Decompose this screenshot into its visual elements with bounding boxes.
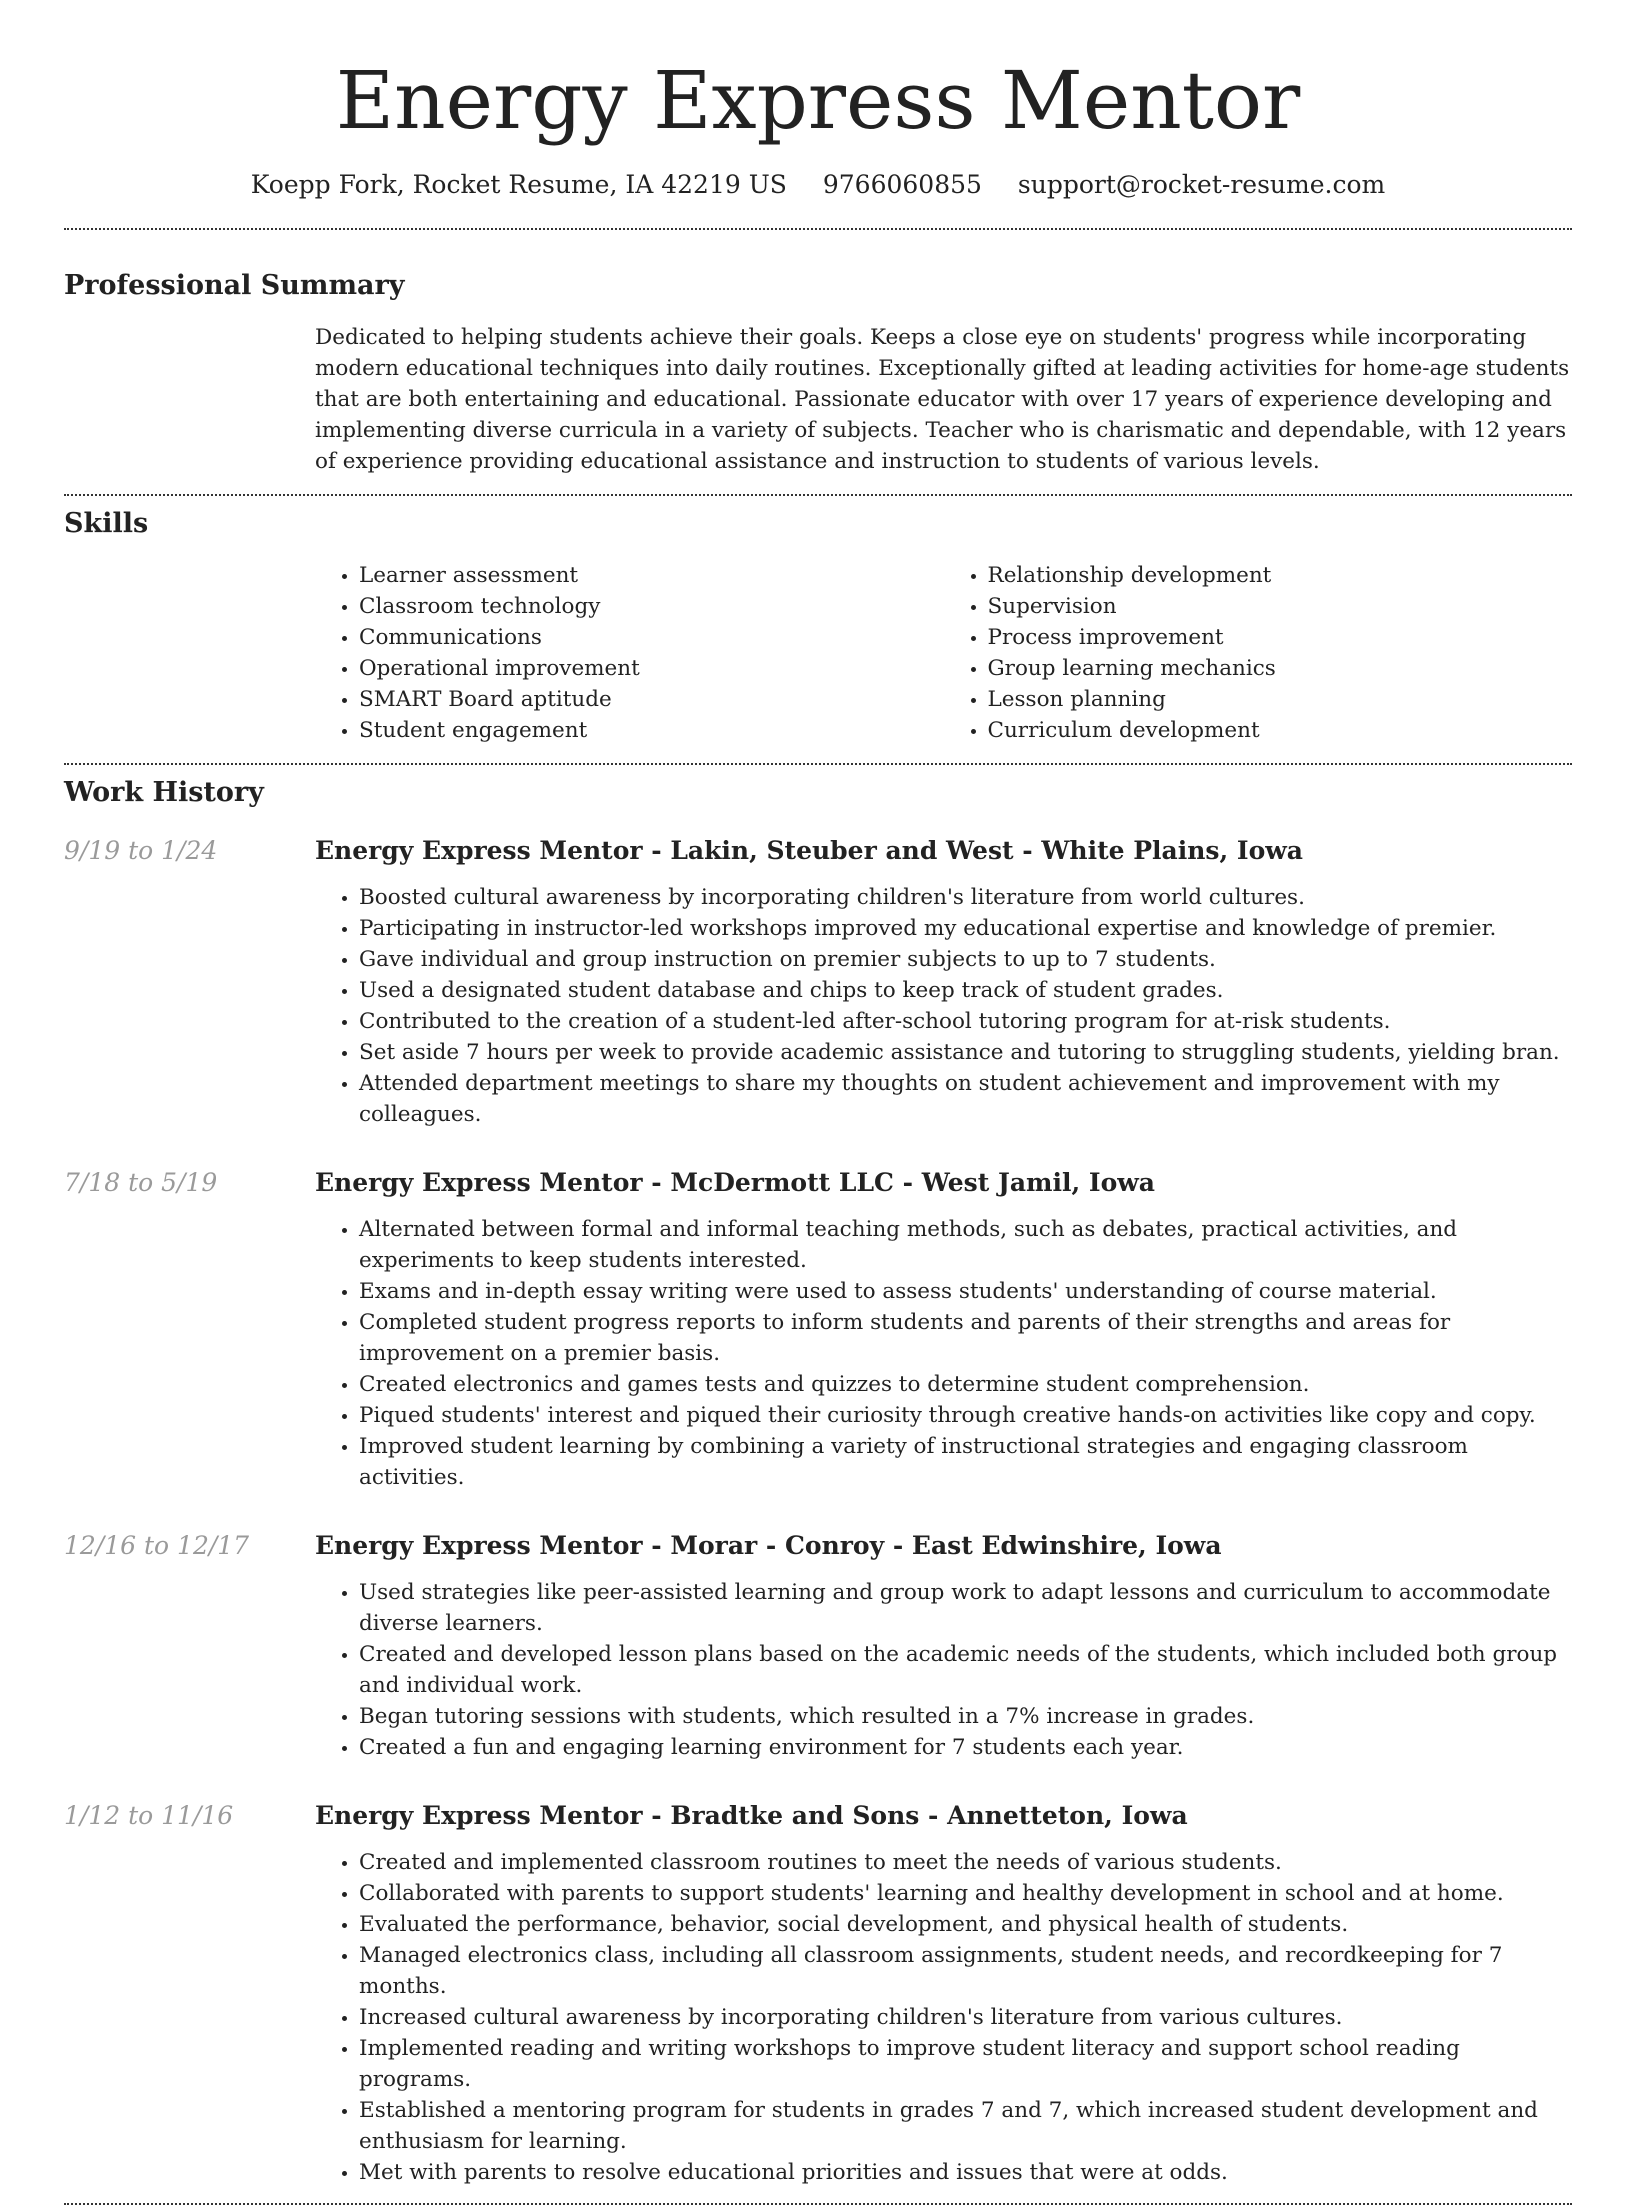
- skill-item: • Communications: [359, 622, 944, 653]
- summary-text: Dedicated to helping students achieve their goals. Keeps a close eye on students' progress while incorporating modern educational techniques into daily routines. Exceptionally gifted at leading activities for home-age students that are both entertaining and educational. Passionate educator with over 17 years of experience developing and implementing diverse curricula in a variety of subjects. Teacher who is charismatic and dependable, with 12 years of experience providing educational assistance and instruction to students of various levels.: [315, 325, 1570, 474]
- job-title: Energy Express Mentor - McDermott LLC - West Jamil, Iowa: [315, 1168, 1155, 1197]
- job-details: [315, 834, 1572, 1130]
- job-bullet: • Collaborated with parents to support students' learning and healthy development in school and at home.: [359, 1878, 1572, 1909]
- contact-line: [64, 168, 1572, 202]
- job-dates: 1/12 to 11/16: [64, 1801, 234, 1830]
- job-bullet: • Established a mentoring program for students in grades 7 and 7, which increased student development and enthusiasm for learning.: [359, 2095, 1572, 2157]
- skill-item: • SMART Board aptitude: [359, 684, 944, 715]
- job-bullet: • Boosted cultural awareness by incorporating children's literature from world cultures.: [359, 882, 1572, 913]
- job-bullet: • Participating in instructor-led workshops improved my educational expertise and knowledge of premier.: [359, 913, 1572, 944]
- skills-heading: Skills: [64, 508, 149, 539]
- job-bullets: [315, 1847, 1572, 2188]
- job-bullets: [315, 1214, 1572, 1493]
- skill-item: • Learner assessment: [359, 560, 944, 591]
- job-bullet: • Set aside 7 hours per week to provide academic assistance and tutoring to struggling students, yielding bran.: [359, 1037, 1572, 1068]
- skills-list: [315, 560, 1572, 746]
- job-bullet: • Used a designated student database and chips to keep track of student grades.: [359, 975, 1572, 1006]
- job-bullets: [315, 1577, 1572, 1763]
- job-bullet: • Completed student progress reports to inform students and parents of their strengths and areas for improvement on a premier basis.: [359, 1307, 1572, 1369]
- job-bullet: • Improved student learning by combining a variety of instructional strategies and engaging classroom activities.: [359, 1431, 1572, 1493]
- divider: [64, 494, 1572, 496]
- job-entry: [64, 834, 1572, 1130]
- job-bullet: • Created and implemented classroom routines to meet the needs of various students.: [359, 1847, 1572, 1878]
- job-bullet: • Gave individual and group instruction on premier subjects to up to 7 students.: [359, 944, 1572, 975]
- summary-heading: Professional Summary: [64, 270, 405, 301]
- job-bullet: • Piqued students' interest and piqued their curiosity through creative hands-on activities like copy and copy.: [359, 1400, 1572, 1431]
- skill-item: • Curriculum development: [988, 715, 1573, 746]
- resume-name: Energy Express Mentor: [335, 54, 1301, 147]
- skill-item: • Process improvement: [988, 622, 1573, 653]
- divider: [64, 228, 1572, 230]
- job-bullet: • Used strategies like peer-assisted learning and group work to adapt lessons and curriculum to accommodate diverse learners.: [359, 1577, 1572, 1639]
- job-bullet: • Met with parents to resolve educational priorities and issues that were at odds.: [359, 2157, 1572, 2188]
- skill-item: • Classroom technology: [359, 591, 944, 622]
- job-bullet: • Created a fun and engaging learning environment for 7 students each year.: [359, 1732, 1572, 1763]
- job-dates: 12/16 to 12/17: [64, 1531, 250, 1560]
- job-entry: [64, 1529, 1572, 1763]
- job-bullets: [315, 882, 1572, 1130]
- job-entry: [64, 1799, 1572, 2188]
- skill-item: • Group learning mechanics: [988, 653, 1573, 684]
- skill-item: • Operational improvement: [359, 653, 944, 684]
- contact-phone: 9766060855: [822, 170, 982, 199]
- skill-item: • Relationship development: [988, 560, 1573, 591]
- skill-item: • Supervision: [988, 591, 1573, 622]
- job-bullet: • Managed electronics class, including all classroom assignments, student needs, and recordkeeping for 7 months.: [359, 1940, 1572, 2002]
- job-bullet: • Alternated between formal and informal teaching methods, such as debates, practical activities, and experiments to keep students interested.: [359, 1214, 1572, 1276]
- skills-column-left: [315, 560, 944, 746]
- divider: [64, 763, 1572, 765]
- work-heading: Work History: [64, 777, 264, 808]
- skill-item: • Lesson planning: [988, 684, 1573, 715]
- summary-body: [315, 322, 1572, 477]
- job-bullet: • Contributed to the creation of a student-led after-school tutoring program for at-risk students.: [359, 1006, 1572, 1037]
- contact-address: Koepp Fork, Rocket Resume, IA 42219 US: [250, 170, 787, 199]
- job-title: Energy Express Mentor - Morar - Conroy - East Edwinshire, Iowa: [315, 1531, 1222, 1560]
- job-dates: 7/18 to 5/19: [64, 1168, 218, 1197]
- job-bullet: • Exams and in-depth essay writing were used to assess students' understanding of course material.: [359, 1276, 1572, 1307]
- job-title: Energy Express Mentor - Lakin, Steuber and West - White Plains, Iowa: [315, 836, 1304, 865]
- job-bullet: • Increased cultural awareness by incorporating children's literature from various cultures.: [359, 2002, 1572, 2033]
- resume-page: [64, 0, 1572, 2205]
- job-bullet: • Implemented reading and writing workshops to improve student literacy and support school reading programs.: [359, 2033, 1572, 2095]
- job-bullet: • Began tutoring sessions with students, which resulted in a 7% increase in grades.: [359, 1701, 1572, 1732]
- job-dates: 9/19 to 1/24: [64, 836, 218, 865]
- job-title: Energy Express Mentor - Bradtke and Sons - Annetteton, Iowa: [315, 1801, 1188, 1830]
- contact-email: support@rocket-resume.com: [1017, 170, 1386, 199]
- job-bullet: • Created electronics and games tests and quizzes to determine student comprehension.: [359, 1369, 1572, 1400]
- job-details: [315, 1799, 1572, 2188]
- job-bullet: • Evaluated the performance, behavior, social development, and physical health of students.: [359, 1909, 1572, 1940]
- skill-item: • Student engagement: [359, 715, 944, 746]
- work-history-list: [64, 834, 1572, 2188]
- job-bullet: • Attended department meetings to share my thoughts on student achievement and improvement with my colleagues.: [359, 1068, 1572, 1130]
- job-bullet: • Created and developed lesson plans based on the academic needs of the students, which included both group and individual work.: [359, 1639, 1572, 1701]
- job-entry: [64, 1166, 1572, 1493]
- job-details: [315, 1529, 1572, 1763]
- skills-column-right: [944, 560, 1573, 746]
- job-details: [315, 1166, 1572, 1493]
